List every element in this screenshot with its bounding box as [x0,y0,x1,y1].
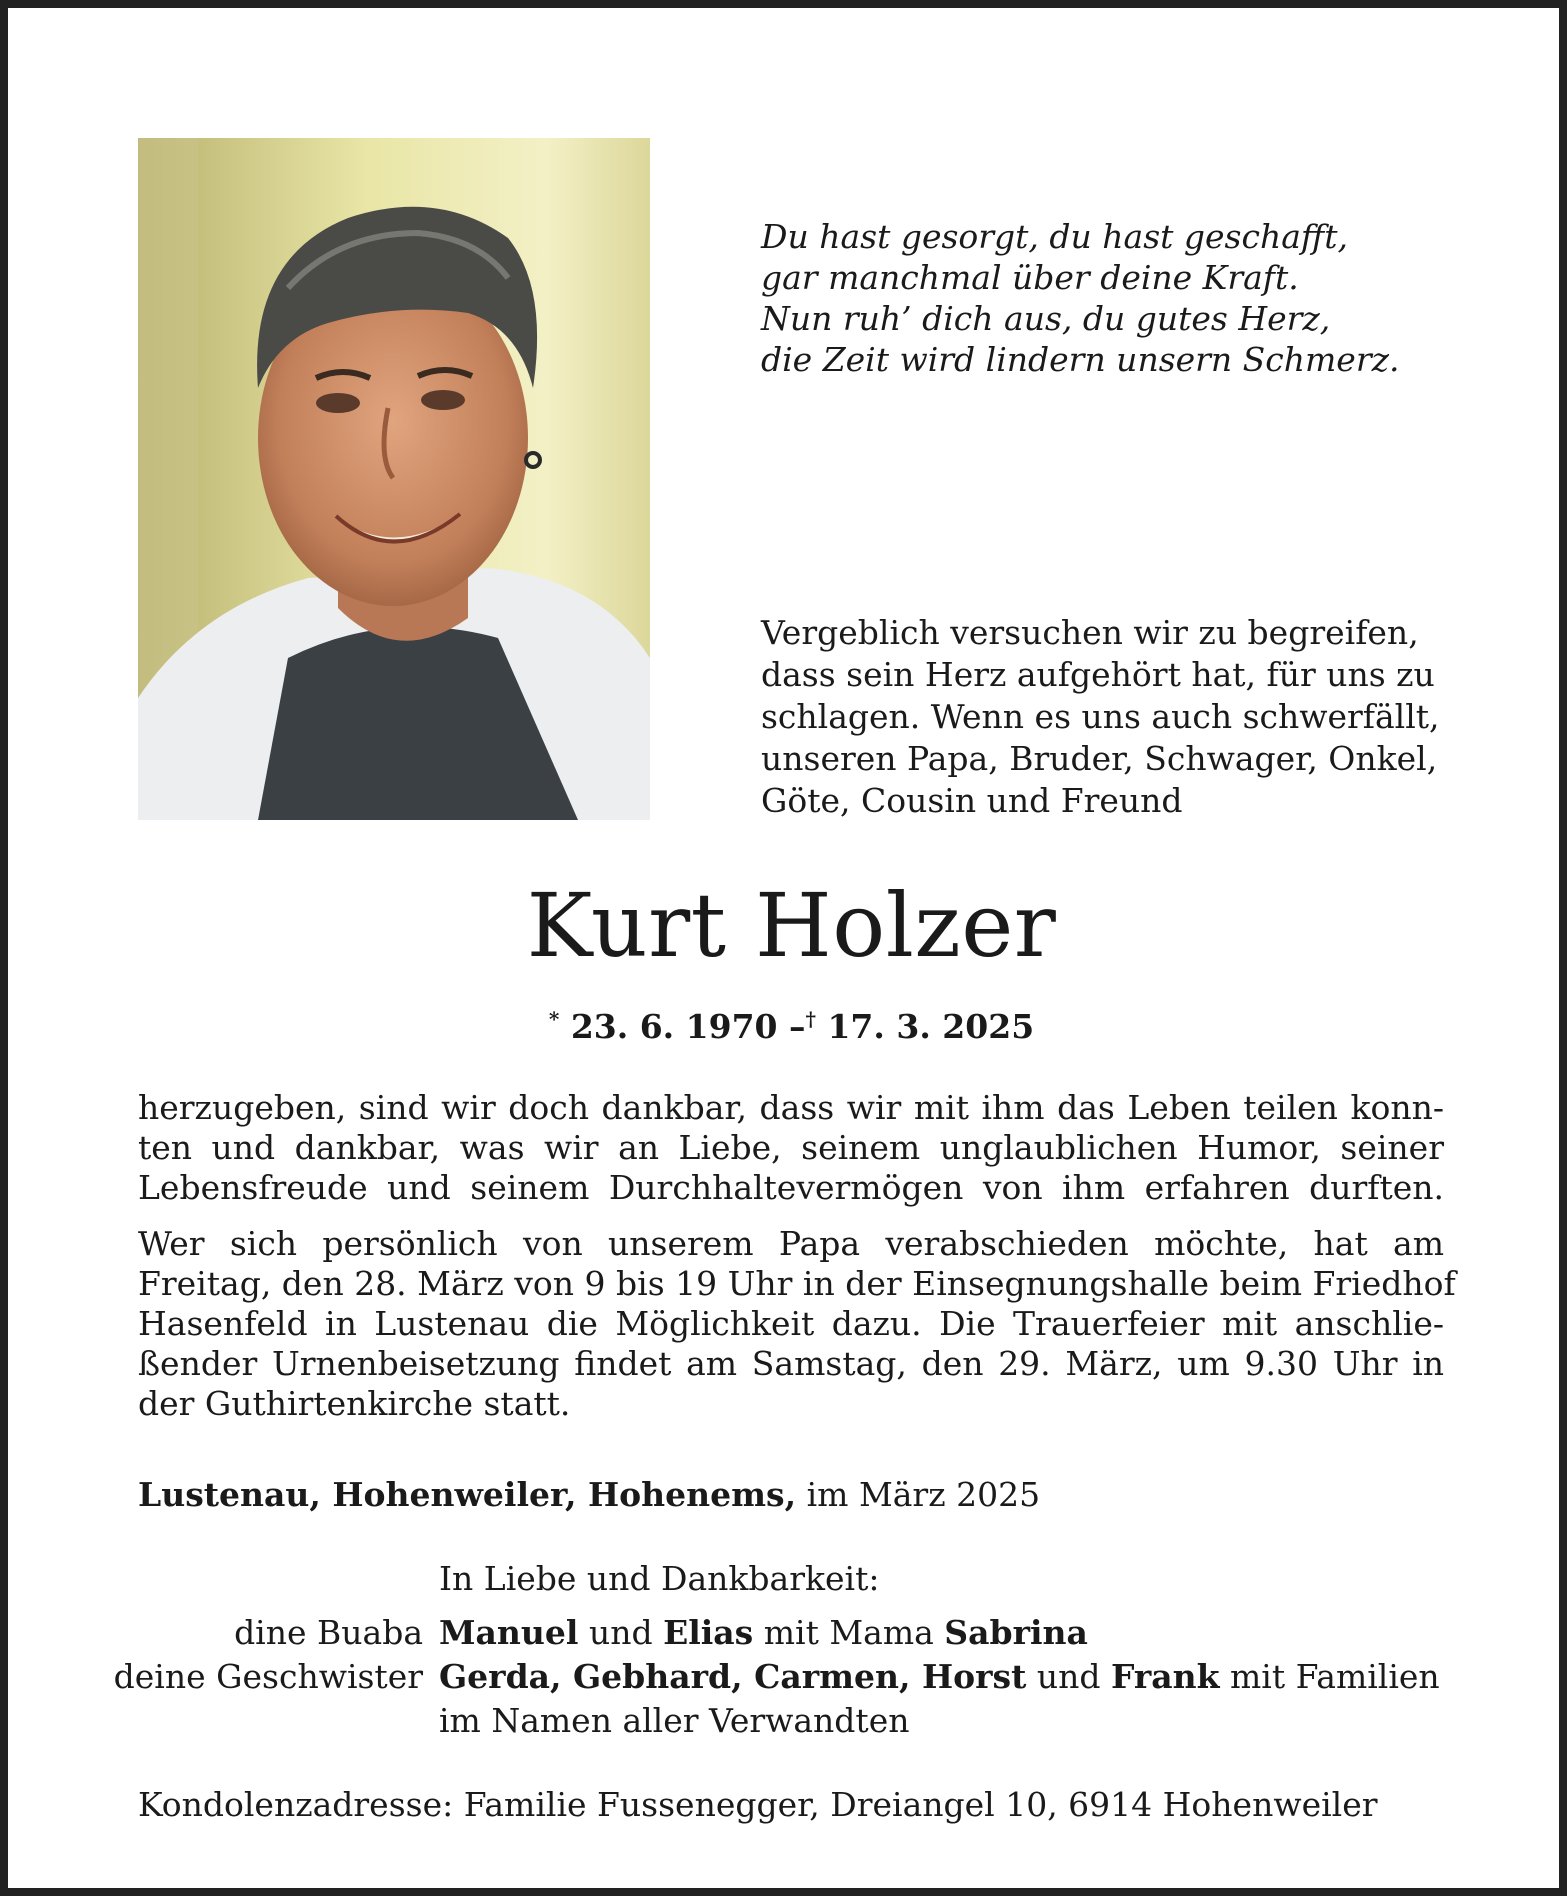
signature-heading: In Liebe und Dankbarkeit: [439,1559,880,1598]
signature-name: Elias [663,1613,754,1652]
portrait-icon [138,138,650,820]
signature-relatives: im Namen aller Verwandten [439,1701,910,1740]
intro-line: dass sein Herz aufgehört hat, für uns zu [761,655,1435,694]
dates-dash: – [789,1007,806,1046]
poem [761,216,1461,380]
signature-joiner: mit Mama [763,1613,934,1652]
place-month: im März 2025 [806,1475,1041,1514]
signature-names [439,1656,1440,1698]
body-line: ten und dankbar, was wir an Liebe, seinem unglaublichen Humor, seiner [138,1128,1444,1167]
signature-names [439,1612,1088,1654]
death-date: 17. 3. 2025 [827,1007,1035,1046]
deceased-name: Kurt Holzer [526,874,1057,977]
birth-date: 23. 6. 1970 [570,1007,778,1046]
condolence-address: Kondolenzadresse: Familie Fussenegger, Dreiangel 10, 6914 Hohenweiler [138,1785,1378,1824]
body-paragraph-1 [138,1088,1444,1208]
body-line: Wer sich persönlich von unserem Papa verabschieden möchte, hat am [138,1224,1444,1263]
body-line: ßender Urnenbeisetzung findet am Samstag, den 29. März, um 9.30 Uhr in [138,1344,1444,1383]
body-line: Hasenfeld in Lustenau die Möglichkeit dazu. Die Trauerfeier mit anschlie- [138,1304,1444,1343]
place-towns: Lustenau, Hohenweiler, Hohenems, [138,1475,797,1514]
place-date [138,1474,1040,1516]
signature-label: deine Geschwister [113,1657,423,1696]
death-mark: † [805,1007,816,1031]
life-dates [8,998,1567,1048]
body-line: der Guthirtenkirche statt. [138,1384,571,1423]
intro-line: schlagen. Wenn es uns auch schwerfällt, [761,697,1440,736]
signature-joiner: und [1036,1657,1101,1696]
signature-name: Frank [1111,1657,1220,1696]
poem-line: Du hast gesorgt, du hast geschafft, [761,217,1349,256]
signature-name: Gerda, Gebhard, Carmen, Horst [439,1657,1027,1696]
birth-mark: * [548,1007,560,1031]
intro-line: unseren Papa, Bruder, Schwager, Onkel, [761,739,1438,778]
body-line: Lebensfreude und seinem Durchhaltevermögen von ihm erfahren durften. [138,1168,1444,1207]
intro-line: Göte, Cousin und Freund [761,781,1183,820]
signature-label: dine Buaba [234,1613,423,1652]
intro-text [761,612,1461,822]
body-paragraph-2 [138,1224,1456,1424]
signature-joiner: und [588,1613,653,1652]
signature-joiner: mit Familien [1230,1657,1440,1696]
poem-line: die Zeit wird lindern unsern Schmerz. [761,340,1400,379]
signature-name: Manuel [439,1613,579,1652]
poem-line: Nun ruh’ dich aus, du gutes Herz, [761,299,1331,338]
poem-line: gar manchmal über deine Kraft. [761,258,1299,297]
body-line: herzugeben, sind wir doch dankbar, dass wir mit ihm das Leben teilen konn- [138,1088,1444,1127]
signature-name: Sabrina [944,1613,1088,1652]
body-line: Freitag, den 28. März von 9 bis 19 Uhr in der Einsegnungshalle beim Friedhof [138,1264,1456,1303]
portrait-photo [138,138,650,820]
intro-line: Vergeblich versuchen wir zu begreifen, [761,613,1419,652]
